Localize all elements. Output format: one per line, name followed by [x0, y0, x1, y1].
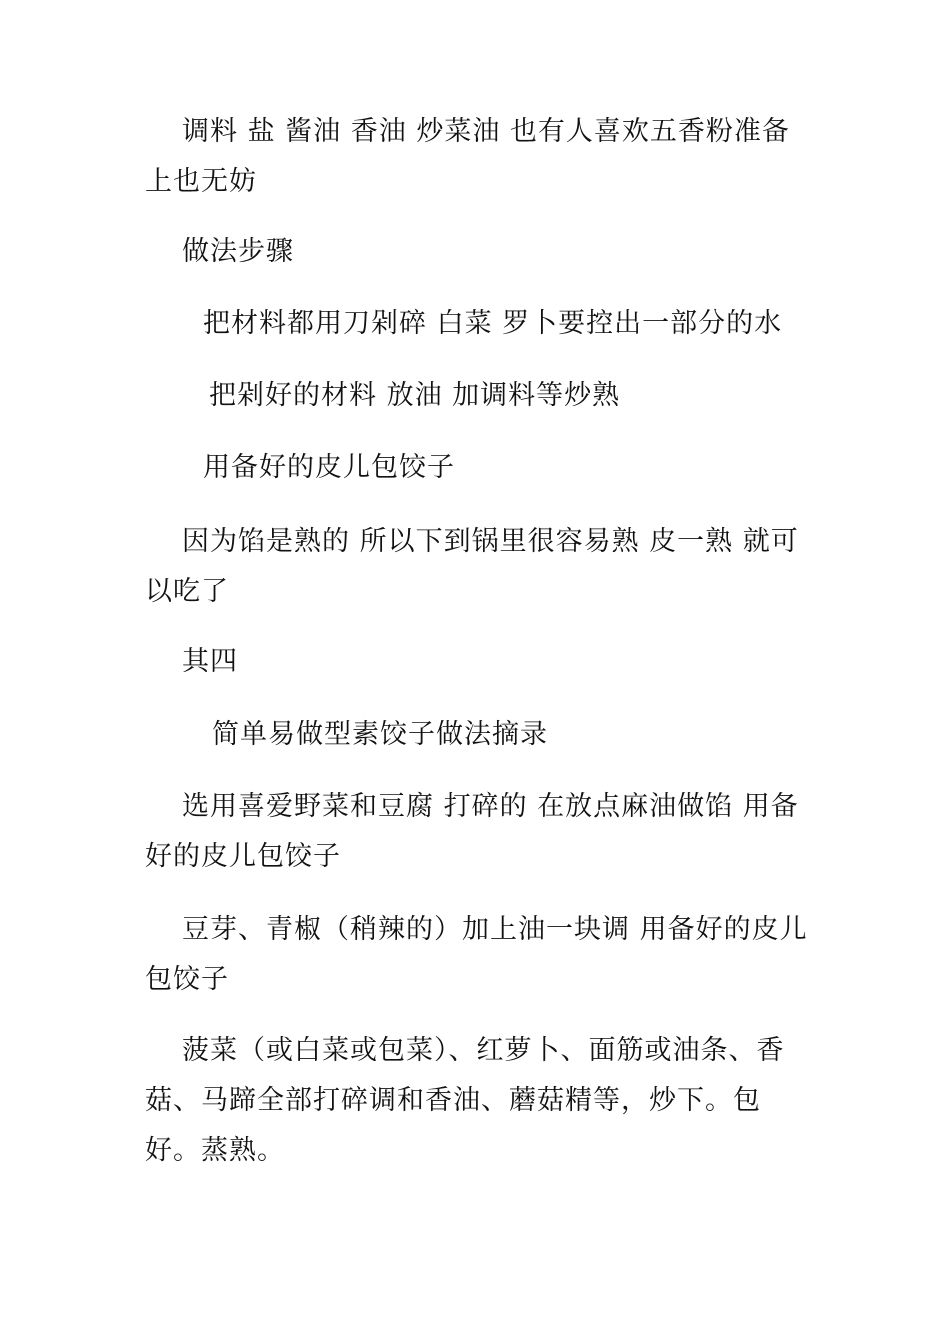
paragraph-cooking-note: 因为馅是熟的 所以下到锅里很容易熟 皮一熟 就可以吃了: [145, 526, 799, 607]
paragraph-step-chop: 把材料都用刀剁碎 白菜 罗卜要控出一部分的水: [203, 308, 783, 339]
paragraph-section-title: 简单易做型素饺子做法摘录: [212, 719, 548, 750]
paragraph-steps-heading: 做法步骤: [182, 236, 294, 267]
paragraph-recipe-spinach: 菠菜（或白菜或包菜）、红萝卜、面筋或油条、香菇、马蹄全部打碎调和香油、蘑菇精等，炒下。包好。蒸熟。: [145, 1035, 785, 1166]
paragraph-step-fry: 把剁好的材料 放油 加调料等炒熟: [209, 380, 621, 411]
paragraph-recipe-tofu: 选用喜爱野菜和豆腐 打碎的 在放点麻油做馅 用备好的皮儿包饺子: [145, 791, 799, 872]
paragraph-section-four: 其四: [182, 646, 238, 677]
paragraph-seasoning: 调料 盐 酱油 香油 炒菜油 也有人喜欢五香粉准备上也无妨: [145, 116, 790, 197]
paragraph-step-wrap: 用备好的皮儿包饺子: [203, 452, 455, 483]
paragraph-recipe-sprouts: 豆芽、青椒（稍辣的）加上油一块调 用备好的皮儿包饺子: [145, 914, 808, 995]
